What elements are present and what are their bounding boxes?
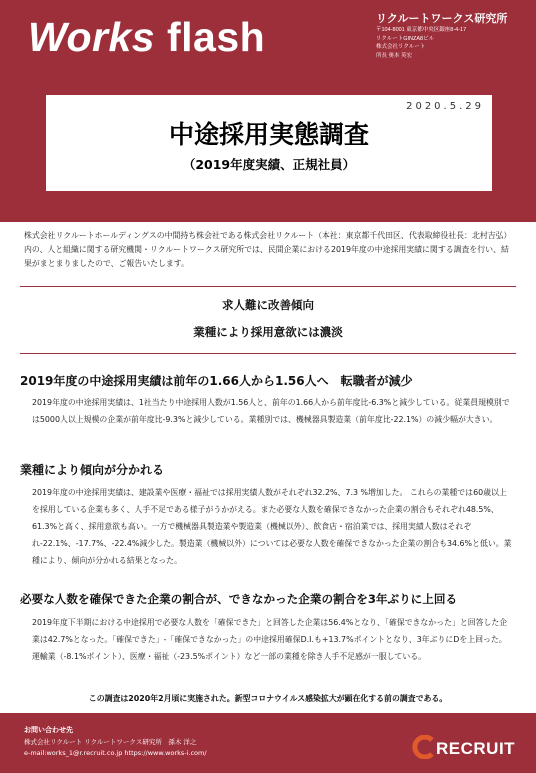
recruit-logo bbox=[412, 735, 532, 765]
section-1-body bbox=[32, 394, 512, 428]
survey-note: この調査は2020年2月頃に実施された。新型コロナウイルス感染拡大が顕在化する前の調査である。 bbox=[88, 694, 448, 703]
logo-flash-text: flash bbox=[166, 14, 266, 60]
section-3-text: 2019年度下半期における中途採用で必要な人数を「確保できた」と回答した企業は56.4%となり、「確保できなかった」と回答した企業は42.7%となった。「確保できた」-「確保できなかった」の中途採用確保D.I.も+13.7%ポイントとなり、3年ぶりにDを上回った。運輸業（-8.1%ポイント）、医療・福祉（-23.5%ポイント）など一部の業種を除き人手不足感が一服している。 bbox=[32, 618, 508, 661]
logo-works-text: Works bbox=[28, 14, 156, 60]
publisher-name: リクルートワークス研究所 bbox=[376, 13, 508, 25]
contact-person: 株式会社リクルート リクルートワークス研究所 孫木 洋之 bbox=[24, 738, 197, 746]
publisher-address: 〒104-8001 東京都中央区銀座8-4-17 bbox=[376, 27, 467, 33]
publication-date: 2020.5.29 bbox=[406, 101, 484, 112]
headline-1: 求人難に改善傾向 bbox=[222, 298, 314, 312]
headline-2: 業種により採用意欲には濃淡 bbox=[193, 325, 343, 339]
section-2-heading: 業種により傾向が分かれる bbox=[20, 463, 165, 477]
document-title: 中途採用実態調査 bbox=[168, 120, 369, 149]
title-box bbox=[46, 95, 492, 191]
header-banner bbox=[0, 0, 536, 222]
headline-divider-top bbox=[20, 286, 516, 287]
publisher-block bbox=[376, 10, 507, 60]
works-flash-logo bbox=[28, 14, 265, 61]
recruit-wordmark: RECRUIT bbox=[436, 739, 516, 758]
publisher-company: 株式会社リクルート bbox=[376, 44, 426, 50]
contact-label: お問い合わせ先 bbox=[24, 726, 73, 734]
section-2-body bbox=[32, 484, 512, 569]
publisher-director: 所長 奥本 英宏 bbox=[376, 52, 413, 59]
section-1-text: 2019年度の中途採用実績は、1社当たり中途採用人数が1.56人と、前年の1.66人から前年度比-6.3%と減少している。従業員規模別では5000人以上規模の企業が前年度比-9.3%と減少している。業種別では、機械器具製造業（前年度比-22.1%）の減少幅が大きい。 bbox=[32, 398, 510, 424]
recruit-arc-icon bbox=[412, 735, 436, 759]
contact-email-url[interactable]: e-mail:works_1@r.recruit.co.jp https://www.works-i.com/ bbox=[24, 749, 207, 757]
headline-divider-bottom bbox=[20, 353, 516, 354]
section-3-body bbox=[32, 614, 512, 665]
section-3-heading: 必要な人数を確保できた企業の割合が、できなかった企業の割合を3年ぶりに上回る bbox=[20, 592, 458, 606]
publisher-building: リクルートGINZA8ビル bbox=[376, 35, 435, 42]
section-2-text: 2019年度の中途採用実績は、建設業や医療・福祉では採用実績人数がそれぞれ32.2%、7.3 %増加した。 これらの業種では60歳以上を採用している企業も多く、人手不足である様子がうかがえる。また必要な人数を確保できなかった企業の割合もそれぞれ48.5%、61.3%と高く、採用意欲も高い。一方で機械器具製造業や製造業（機械以外）、飲食店・宿泊業では、採用実績人数はそれぞれ-22.1%、-17.7%、-22.4%減少した。製造業（機械以外）については必要な人数を確保できなかった企業の割合も34.6%と低い。業種により、傾向が分かれる結果となった。 bbox=[32, 488, 512, 565]
section-1-heading: 2019年度の中途採用実績は前年の1.66人から1.56人へ 転職者が減少 bbox=[20, 374, 413, 388]
document-subtitle: （2019年度実績、正規社員） bbox=[182, 157, 356, 172]
intro-paragraph: 株式会社リクルートホールディングスの中間持ち株会社である株式会社リクルート（本社：東京都千代田区、代表取締役社長：北村吉弘）内の、人と組織に関する研究機関・リクルートワークス研究所では、民間企業における2019年度の中途採用実績に関する調査を行い、結果がまとまりましたので、ご報告いたします。 bbox=[24, 231, 512, 268]
footer-banner bbox=[0, 713, 536, 773]
